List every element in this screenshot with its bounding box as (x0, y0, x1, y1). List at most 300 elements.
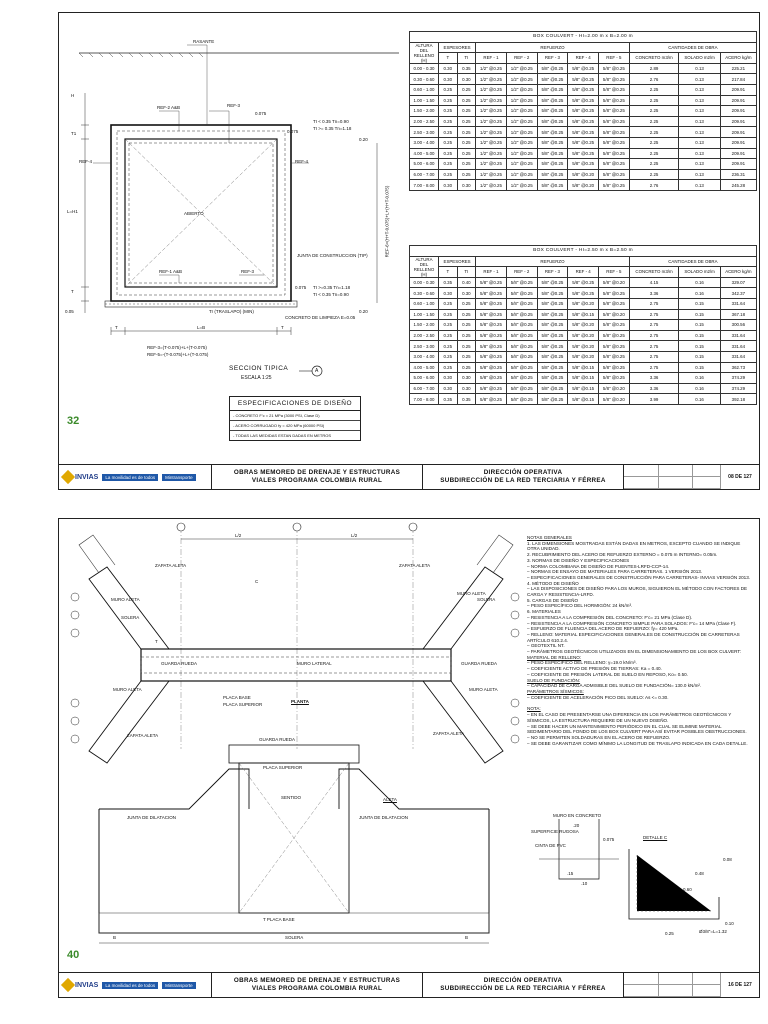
table-cell: 1/2" @0.25 (506, 74, 537, 85)
meta-cell (659, 973, 694, 985)
table-row (410, 341, 757, 352)
label-015: .15 (567, 871, 574, 876)
label-t: T (155, 639, 158, 644)
table-cell: 5/8" @0.25 (537, 288, 568, 299)
label-ref3-bottom: REF-3 (241, 269, 255, 274)
table-row (410, 373, 757, 384)
table-cell: 5/8" @0.25 (537, 106, 568, 117)
label-cond2a: TI >=0.35 Tn=1.18 (313, 285, 351, 290)
note-item: – PESO ESPECÍFICO DEL HORMIGÓN: 24 kN/m³. (527, 603, 633, 609)
meta-cell (659, 985, 694, 997)
table-cell: 0.15 (679, 309, 720, 320)
box-culvert-table-200 (409, 31, 757, 191)
table-cell: 0.25 (439, 298, 458, 309)
label-sentido: SENTIDO (281, 795, 302, 800)
label-t-bottom-left: T (115, 325, 118, 330)
table-row (410, 74, 757, 85)
table-cell: 0.25 (439, 330, 458, 341)
subheader-cell: ACERO kg/m (720, 53, 756, 64)
table-cell: 1/2" @0.25 (476, 180, 507, 191)
table-cell: 0.15 (679, 330, 720, 341)
table-cell: 2.76 (629, 180, 679, 191)
notes-heading: PARÁMETROS SÍSMICOS: (527, 688, 584, 694)
table-cell: 0.25 (439, 137, 458, 148)
note-item: – ESPECIFICACIONES GENERALES DE CONSTRUCCIÓN PARA CARRETERAS- INVIAS VERSIÓN 2013. (527, 574, 751, 580)
note-item: – CAPACIDAD DE CARGA ADMISIBLE DEL SUELO DE FUNDACIÓN= 130.0 kN/m². (527, 683, 702, 689)
table-cell: 5/8" @0.25 (599, 84, 630, 95)
table-cell: 0.16 (679, 277, 720, 288)
meta-cell (624, 477, 659, 489)
table-cell: 5/8" @0.25 (599, 341, 630, 352)
table-cell: 5/8" @0.25 (599, 74, 630, 85)
col-cantidades: CANTIDADES DE OBRA (629, 256, 756, 267)
label-cond1a: TI < 0.35 Tn=0.90 (313, 119, 349, 124)
table-cell: 5/8" @0.25 (599, 288, 630, 299)
table-cell: 0.25 (439, 341, 458, 352)
label-muro-aleta-br: MURO ALETA (469, 687, 498, 692)
table-cell: 225.21 (720, 63, 756, 74)
note-item: – COEFICIENTE DE PRESIÓN LATERAL DE SUELO EN REPOSO, Ko= 0.50. (527, 671, 688, 677)
direction-line-1: DIRECCIÓN OPERATIVA (483, 469, 563, 476)
table-row (410, 277, 757, 288)
table-row (410, 95, 757, 106)
spec-row: - TODAS LAS MEDIDAS ESTAN DADAS EN METROS (233, 433, 332, 438)
table-cell: 5/8" @0.15 (568, 362, 599, 373)
subheader-cell: CONCRETO m3/m (629, 267, 679, 278)
label-0075-detail: 0.075 (603, 837, 615, 842)
note-item: – GEOTEXTIL NT. (527, 643, 565, 649)
table-cell: 0.13 (679, 63, 720, 74)
table-cell: 5/8" @0.25 (537, 169, 568, 180)
design-specifications-box (229, 396, 361, 441)
table-cell: 1/2" @0.25 (506, 106, 537, 117)
table-cell: 2.50 - 3.00 (410, 341, 439, 352)
table-cell: 0.25 (439, 106, 458, 117)
logo-group (59, 465, 212, 489)
meta-cell (693, 985, 721, 997)
label-muro-aleta-bl: MURO ALETA (113, 687, 142, 692)
table-cell: 0.35 (457, 63, 476, 74)
subheader-cell: CONCRETO m3/m (629, 53, 679, 64)
table-cell: 367.18 (720, 309, 756, 320)
table-cell: 5/8" @0.25 (568, 127, 599, 138)
label-zapata-aleta-tl: ZAPATA ALETA (155, 563, 187, 568)
table-cell: 5/8" @0.20 (599, 309, 630, 320)
label-ref3-top: REF-3 (227, 103, 241, 108)
general-notes (527, 535, 753, 746)
label-020-bottom: 0.20 (359, 309, 368, 314)
note-item: – SE DEBE GARANTIZAR COMO MÍNIMO LA LONGITUD DE TRASLAPO INDICADA EN CADA DETALLE. (527, 740, 748, 746)
table-cell: 5/8" @0.25 (506, 373, 537, 384)
table-cell: 0.25 (439, 169, 458, 180)
label-025: 0.25 (665, 931, 674, 936)
table-cell: 5/8" @0.25 (599, 137, 630, 148)
meta-cell (624, 985, 659, 997)
table-cell: 5/8" @0.25 (568, 84, 599, 95)
table-cell: 329.07 (720, 277, 756, 288)
table-cell: 5/8" @0.25 (568, 106, 599, 117)
table-cell: 1/2" @0.25 (476, 159, 507, 170)
table-cell: 5/8" @0.20 (568, 320, 599, 331)
table-cell: 2.25 (629, 137, 679, 148)
table-cell: 209.91 (720, 148, 756, 159)
note-item: – RESISTENCIA A LA COMPRESIÓN DEL CONCRETO: F'c= 21 MPa (Clase D). (527, 614, 693, 620)
table-cell: 1/2" @0.25 (476, 95, 507, 106)
table-cell: 3.00 - 4.00 (410, 351, 439, 362)
table-cell: 0.25 (457, 84, 476, 95)
table-cell: 5/8" @0.25 (568, 159, 599, 170)
page-number: 32 (67, 415, 80, 427)
table-cell: 0.30 (439, 373, 458, 384)
table-cell: 5/8" @0.25 (599, 127, 630, 138)
table-cell: 0.13 (679, 137, 720, 148)
table-cell: 1/2" @0.25 (506, 84, 537, 95)
table-cell: 5/8" @0.25 (537, 298, 568, 309)
table-cell: 5/8" @0.25 (599, 169, 630, 180)
note-item: – NORMAS DE ENSAYO DE MATERIALES PARA CARRETERAS. 1 VERSIÓN 2013. (527, 569, 703, 575)
table-cell: 5/8" @0.25 (599, 106, 630, 117)
note-item: 4. MÉTODO DE DISEÑO (527, 580, 579, 586)
project-line-1: OBRAS MEMORED DE DRENAJE Y ESTRUCTURAS (233, 469, 401, 476)
table-cell: 374.29 (720, 373, 756, 384)
label-005: 0.05 (65, 309, 74, 314)
subheader-cell: SOLADO m2/m (679, 53, 720, 64)
table-cell: 2.00 - 2.50 (410, 116, 439, 127)
table-cell: 209.91 (720, 95, 756, 106)
table-row (410, 63, 757, 74)
note-item: – NORMA COLOMBIANA DE DISEÑO DE PUENTES-LRFD-CCP-14. (527, 563, 670, 569)
table-cell: 5/8" @0.25 (568, 137, 599, 148)
table-cell: 5/8" @0.25 (568, 116, 599, 127)
meta-cell (624, 465, 659, 477)
label-t-left: T (71, 289, 74, 294)
subheader-cell: REF - 5 (599, 53, 630, 64)
table-cell: 5/8" @0.25 (537, 330, 568, 341)
table-cell: 5/8" @0.25 (506, 298, 537, 309)
table-cell: 5/8" @0.25 (568, 74, 599, 85)
table-row (410, 106, 757, 117)
table-cell: 2.75 (629, 362, 679, 373)
table-cell: 5/8" @0.15 (568, 394, 599, 405)
table-cell: 0.30 (457, 288, 476, 299)
label-solera-l: SOLERA (121, 615, 140, 620)
notes-heading: NOTA: (527, 706, 541, 712)
subheader-cell: REF - 3 (537, 267, 568, 278)
title-block-meta (624, 465, 721, 489)
table-cell: 0.13 (679, 74, 720, 85)
label-l2-left: L/2 (235, 533, 242, 538)
table-cell: 0.25 (457, 351, 476, 362)
title-block (59, 972, 759, 997)
table-cell: 342.37 (720, 288, 756, 299)
table-cell: 2.75 (629, 351, 679, 362)
table-cell: 5/8" @0.25 (537, 180, 568, 191)
label-solera-r: SOLERA (477, 597, 496, 602)
table-cell: 1/2" @0.25 (506, 169, 537, 180)
table-cell: 2.25 (629, 106, 679, 117)
table-cell: 2.25 (629, 127, 679, 138)
project-line-1: OBRAS MEMORED DE DRENAJE Y ESTRUCTURAS (233, 977, 401, 984)
label-rasante: RASANTE (193, 39, 215, 44)
subheader-cell: REF - 4 (568, 267, 599, 278)
table-cell: 5/8" @0.25 (537, 127, 568, 138)
label-abierto: ABIERTO (184, 211, 204, 216)
table-cell: 5/8" @0.25 (476, 351, 507, 362)
table-cell: 5/8" @0.25 (599, 330, 630, 341)
table-cell: 217.84 (720, 74, 756, 85)
col-altura: ALTURA DEL RELLENO (H) (410, 256, 439, 277)
table-cell: 5/8" @0.25 (537, 95, 568, 106)
label-048: 0.48 (695, 871, 704, 876)
table-cell: 0.60 - 1.00 (410, 298, 439, 309)
page-number: 40 (67, 949, 80, 961)
col-cantidades: CANTIDADES DE OBRA (629, 42, 756, 53)
spec-row: - CONCRETO F'c = 21 MPa (3000 PSI, Clase D) (230, 411, 360, 421)
direction-line-1: DIRECCIÓN OPERATIVA (483, 977, 563, 984)
label-060: 0.60 (683, 887, 692, 892)
table-row (410, 309, 757, 320)
table-cell: 5/8" @0.25 (599, 148, 630, 159)
table-cell: 0.25 (439, 362, 458, 373)
table-cell: 331.64 (720, 351, 756, 362)
table-cell: 5/8" @0.25 (537, 84, 568, 95)
table-cell: 4.00 - 5.00 (410, 362, 439, 373)
table-cell: 5/8" @0.25 (476, 330, 507, 341)
label-b-right: B (465, 935, 469, 940)
label-0075-low: 0.075 (295, 285, 307, 290)
table-cell: 6.00 - 7.00 (410, 169, 439, 180)
table-cell: 2.75 (629, 341, 679, 352)
table-cell: 0.25 (439, 309, 458, 320)
table-row (410, 148, 757, 159)
label-guarda-rueda-l: GUARDA RUEDA (161, 661, 198, 666)
table-cell: 1/2" @0.25 (476, 106, 507, 117)
table-cell: 5/8" @0.25 (506, 288, 537, 299)
label-guarda-rueda-top: GUARDA RUEDA (259, 737, 296, 742)
table-cell: 5/8" @0.25 (476, 288, 507, 299)
table-cell: 2.00 - 2.50 (410, 330, 439, 341)
table-cell: 5/8" @0.25 (476, 383, 507, 394)
movilidad-logo: La movilidad es de todos (102, 474, 158, 481)
table-cell: 3.36 (629, 288, 679, 299)
col-altura: ALTURA DEL RELLENO (H) (410, 42, 439, 63)
label-junta-r: JUNTA DE DILATACION (359, 815, 409, 820)
invias-logo-text: INVIAS (75, 981, 99, 989)
table-cell: 0.25 (457, 362, 476, 373)
table-cell: 245.28 (720, 180, 756, 191)
table-cell: 5/8" @0.25 (599, 373, 630, 384)
subheader-cell: TI (457, 267, 476, 278)
table-cell: 1/2" @0.25 (506, 127, 537, 138)
subheader-cell: TI (457, 53, 476, 64)
label-ref4-left: REF-4 (79, 159, 93, 164)
table-cell: 0.25 (439, 84, 458, 95)
table-cell: 5/8" @0.25 (506, 330, 537, 341)
table-cell: 5/8" @0.25 (476, 277, 507, 288)
invias-badge-icon (61, 470, 75, 484)
table-cell: 7.00 - 8.00 (410, 180, 439, 191)
table-cell: 1/2" @0.25 (506, 95, 537, 106)
table-cell: 331.64 (720, 341, 756, 352)
table-cell: 5/8" @0.25 (599, 63, 630, 74)
table-cell: 362.73 (720, 362, 756, 373)
table-row (410, 330, 757, 341)
label-lh-left: L=H1 (67, 209, 78, 214)
table-cell: 4.15 (629, 277, 679, 288)
col-refuerzo: REFUERZO (476, 256, 630, 267)
mintransporte-logo: Mintransporte (162, 982, 196, 989)
table-cell: 1/2" @0.25 (506, 116, 537, 127)
label-cond2b: TI < 0.35 Tn=0.90 (313, 292, 349, 297)
table-cell: 5/8" @0.25 (599, 95, 630, 106)
table-cell: 5/8" @0.25 (537, 309, 568, 320)
table-cell: 0.30 (439, 63, 458, 74)
notes-heading: MATERIAL DE RELLENO: (527, 654, 582, 660)
table-cell: 5/8" @0.20 (568, 169, 599, 180)
table-cell: 0.25 (439, 116, 458, 127)
table-cell: 0.13 (679, 106, 720, 117)
table-row (410, 116, 757, 127)
section-title: SECCION TIPICA (229, 365, 289, 372)
table-cell: 0.13 (679, 95, 720, 106)
label-ref3-formula: REF-3=(T-0.075)+L+(T-0.075) (147, 345, 207, 350)
table-cell: 1/2" @0.25 (476, 169, 507, 180)
table-cell: 3.36 (629, 373, 679, 384)
table-cell: 0.30 (439, 288, 458, 299)
table-cell: 7.00 - 8.00 (410, 394, 439, 405)
table-cell: 2.25 (629, 148, 679, 159)
movilidad-logo: La movilidad es de todos (102, 982, 158, 989)
table-row (410, 298, 757, 309)
label-tl-left: T1 (71, 131, 77, 136)
table-cell: 209.91 (720, 106, 756, 117)
table-cell: 0.35 (457, 394, 476, 405)
label-c: C (255, 579, 259, 584)
table-cell: 5/8" @0.25 (506, 362, 537, 373)
label-concreto-limpieza: CONCRETO DE LIMPIEZA E=0.05 (285, 315, 356, 320)
table-cell: 0.15 (679, 298, 720, 309)
table-cell: 331.64 (720, 330, 756, 341)
table-cell: 0.16 (679, 394, 720, 405)
logo-group (59, 973, 212, 997)
table-cell: 0.25 (439, 127, 458, 138)
label-formula-l: Ø3/8"=L=1.32 (699, 929, 727, 934)
table-cell: 0.30 (439, 180, 458, 191)
table-row (410, 127, 757, 138)
note-item: – COEFICIENTE DE ACELERACIÓN PICO DEL SUELO: As <= 0.30. (527, 694, 669, 700)
table-cell: 5/8" @0.25 (537, 320, 568, 331)
table-cell: 2.89 (629, 63, 679, 74)
notes-heading: SUELO DE FUNDACIÓN: (527, 677, 581, 683)
label-placa-superior: PLACA SUPERIOR (223, 702, 263, 707)
table-cell: 0.35 (439, 277, 458, 288)
table-cell: 0.25 (457, 341, 476, 352)
label-010: .10 (581, 881, 588, 886)
table-cell: 5/8" @0.25 (537, 351, 568, 362)
table-cell: 6.00 - 7.00 (410, 383, 439, 394)
table-cell: 0.35 (439, 394, 458, 405)
note-item: 2. RECUBRIMIENTO DEL ACERO DE REFUERZO EXTERNO = 0.075 m INTERNO= 0.05m. (527, 552, 718, 558)
note-item: – PESO ESPECÍFICO DEL RELLENO: γ=19.0 kN/m³. (527, 660, 637, 666)
spec-header: ESPECIFICACIONES DE DISEÑO (230, 397, 360, 411)
table-cell: 0.16 (679, 383, 720, 394)
direction-line-2: SUBDIRECCIÓN DE LA RED TERCIARIA Y FÉRREA (440, 477, 606, 484)
table-cell: 0.40 (457, 277, 476, 288)
table-cell: 0.30 (457, 180, 476, 191)
invias-badge-icon (61, 978, 75, 992)
table-cell: 1.50 - 2.00 (410, 320, 439, 331)
table-cell: 5/8" @0.25 (599, 180, 630, 191)
table-cell: 0.25 (457, 95, 476, 106)
table-cell: 209.91 (720, 159, 756, 170)
label-superficie-rugosa: SUPERFICIE RUGOSA (531, 829, 579, 834)
subheader-cell: ACERO kg/m (720, 267, 756, 278)
subheader-cell: REF - 2 (506, 53, 537, 64)
note-item: 6. MATERIALES (527, 609, 561, 615)
label-solera-bottom: SOLERA (285, 935, 304, 940)
subheader-cell: T (439, 53, 458, 64)
label-placa-base: PLACA BASE (223, 695, 251, 700)
table-cell: 1/2" @0.25 (476, 84, 507, 95)
table-cell: 2.25 (629, 159, 679, 170)
table-cell: 5/8" @0.20 (599, 383, 630, 394)
table-cell: 5/8" @0.25 (476, 309, 507, 320)
table-cell: 0.30 (457, 74, 476, 85)
table-cell: 5/8" @0.25 (506, 341, 537, 352)
table-cell: 1/2" @0.25 (506, 63, 537, 74)
meta-cell (693, 973, 721, 985)
project-title (212, 465, 423, 489)
note-item: 3. NORMAS DE DISEÑO Y ESPECIFICACIONES (527, 557, 630, 563)
table-cell: 5/8" @0.20 (568, 298, 599, 309)
table-cell: 5/8" @0.25 (568, 277, 599, 288)
table-cell: 2.75 (629, 330, 679, 341)
label-l2-right: L/2 (351, 533, 358, 538)
table-cell: 5/8" @0.20 (568, 330, 599, 341)
table-cell: 0.00 - 0.30 (410, 63, 439, 74)
mintransporte-logo: Mintransporte (162, 474, 196, 481)
table-cell: 2.76 (629, 74, 679, 85)
table-cell: 1/2" @0.25 (476, 137, 507, 148)
table-cell: 0.25 (439, 351, 458, 362)
notes-heading: NOTAS GENERALES (527, 535, 572, 540)
label-cinta-pvc: CINTA DE PVC (535, 843, 566, 848)
table-cell: 5/8" @0.25 (537, 74, 568, 85)
note-item: – ESFUERZO DE FLUENCIA DEL ACERO DE REFUERZO: fy= 420 MPa. (527, 626, 679, 632)
label-aleta: ALETA (383, 797, 397, 802)
table-cell: 4.00 - 5.00 (410, 148, 439, 159)
label-vert-formula: REF-6=(H+T-0.075)+L+(H+T-0.075) (384, 185, 390, 258)
label-ref1: REF-1 A&B (159, 269, 183, 274)
table-row (410, 320, 757, 331)
table-cell: 5/8" @0.25 (506, 309, 537, 320)
table-cell: 0.00 - 0.30 (410, 277, 439, 288)
meta-cell (693, 465, 721, 477)
table-cell: 0.30 (439, 74, 458, 85)
table-cell: 3.36 (629, 383, 679, 394)
table-cell: 5/8" @0.25 (506, 320, 537, 331)
subheader-cell: REF - 1 (476, 53, 507, 64)
label-zapata-aleta-br: ZAPATA ALETA (433, 731, 465, 736)
table-cell: 0.13 (679, 148, 720, 159)
label-ref5-formula: REF-5=-(T-0.075)+L+(T-0.075) (147, 352, 209, 357)
table-cell: 5/8" @0.25 (537, 362, 568, 373)
table-cell: 0.30 (457, 373, 476, 384)
table-cell: 5/8" @0.25 (537, 148, 568, 159)
label-junta: JUNTA DE CONSTRUCCION (TIP) (297, 253, 368, 258)
table-row (410, 137, 757, 148)
invias-logo-text: INVIAS (75, 473, 99, 481)
